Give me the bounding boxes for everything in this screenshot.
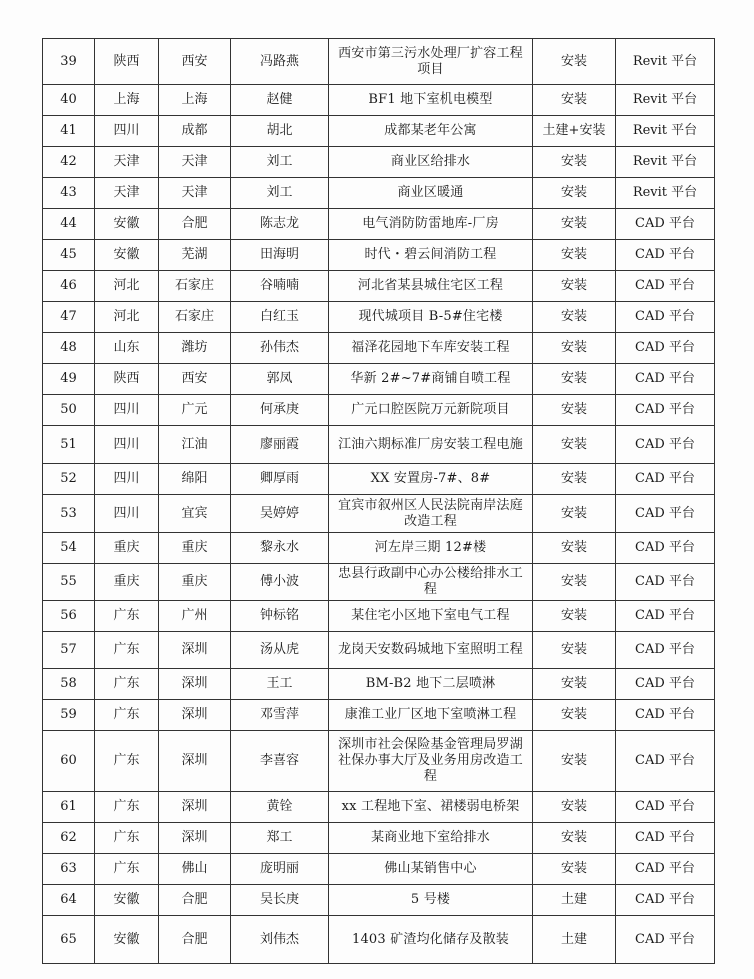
cell-city: 深圳	[159, 823, 231, 854]
cell-project: 康淮工业厂区地下室喷淋工程	[329, 700, 533, 731]
cell-no: 47	[43, 302, 95, 333]
cell-project: 电气消防防雷地库-厂房	[329, 209, 533, 240]
cell-type: 安装	[533, 731, 616, 792]
table-row	[43, 601, 715, 632]
cell-type: 土建	[533, 885, 616, 916]
table-row	[43, 533, 715, 564]
cell-name: 吴婷婷	[231, 495, 329, 533]
cell-type: 安装	[533, 395, 616, 426]
cell-no: 59	[43, 700, 95, 731]
cell-type: 安装	[533, 333, 616, 364]
cell-platform: CAD 平台	[616, 669, 715, 700]
cell-no: 42	[43, 147, 95, 178]
table-row	[43, 854, 715, 885]
cell-no: 44	[43, 209, 95, 240]
cell-platform: CAD 平台	[616, 426, 715, 464]
cell-type: 安装	[533, 147, 616, 178]
cell-name: 庞明丽	[231, 854, 329, 885]
cell-name: 田海明	[231, 240, 329, 271]
cell-province: 安徽	[95, 240, 159, 271]
cell-project: BM-B2 地下二层喷淋	[329, 669, 533, 700]
cell-no: 54	[43, 533, 95, 564]
table-row	[43, 178, 715, 209]
cell-province: 广东	[95, 823, 159, 854]
cell-project: 河北省某县城住宅区工程	[329, 271, 533, 302]
cell-city: 绵阳	[159, 464, 231, 495]
table-body	[43, 39, 715, 964]
cell-platform: Revit 平台	[616, 178, 715, 209]
cell-name: 黎永水	[231, 533, 329, 564]
cell-type: 安装	[533, 85, 616, 116]
table-row	[43, 395, 715, 426]
cell-name: 谷喃喃	[231, 271, 329, 302]
cell-city: 深圳	[159, 700, 231, 731]
cell-province: 四川	[95, 395, 159, 426]
cell-province: 四川	[95, 116, 159, 147]
cell-name: 王工	[231, 669, 329, 700]
cell-project: 江油六期标准厂房安装工程电施	[329, 426, 533, 464]
cell-type: 安装	[533, 601, 616, 632]
cell-province: 天津	[95, 178, 159, 209]
cell-city: 重庆	[159, 564, 231, 601]
cell-name: 刘工	[231, 178, 329, 209]
cell-city: 上海	[159, 85, 231, 116]
cell-name: 李喜容	[231, 731, 329, 792]
cell-city: 芜湖	[159, 240, 231, 271]
cell-city: 深圳	[159, 792, 231, 823]
cell-name: 卿厚雨	[231, 464, 329, 495]
cell-no: 43	[43, 178, 95, 209]
table-row	[43, 209, 715, 240]
cell-name: 汤从虎	[231, 632, 329, 669]
cell-platform: Revit 平台	[616, 39, 715, 85]
cell-city: 深圳	[159, 669, 231, 700]
cell-name: 胡北	[231, 116, 329, 147]
cell-project: 广元口腔医院万元新院项目	[329, 395, 533, 426]
cell-type: 安装	[533, 495, 616, 533]
cell-platform: CAD 平台	[616, 632, 715, 669]
table-row	[43, 632, 715, 669]
cell-project: 龙岗天安数码城地下室照明工程	[329, 632, 533, 669]
cell-city: 深圳	[159, 731, 231, 792]
cell-type: 安装	[533, 823, 616, 854]
cell-platform: CAD 平台	[616, 854, 715, 885]
cell-no: 41	[43, 116, 95, 147]
cell-name: 赵健	[231, 85, 329, 116]
cell-name: 何承庚	[231, 395, 329, 426]
cell-city: 石家庄	[159, 302, 231, 333]
cell-project: 深圳市社会保险基金管理局罗湖社保办事大厅及业务用房改造工程	[329, 731, 533, 792]
cell-province: 重庆	[95, 564, 159, 601]
cell-project: 福泽花园地下车库安装工程	[329, 333, 533, 364]
project-table	[42, 38, 715, 964]
cell-type: 安装	[533, 240, 616, 271]
cell-platform: CAD 平台	[616, 464, 715, 495]
cell-no: 65	[43, 916, 95, 964]
table-row	[43, 700, 715, 731]
table-row	[43, 885, 715, 916]
cell-platform: CAD 平台	[616, 564, 715, 601]
cell-project: xx 工程地下室、裙楼弱电桥架	[329, 792, 533, 823]
cell-city: 西安	[159, 364, 231, 395]
table-row	[43, 495, 715, 533]
cell-type: 安装	[533, 533, 616, 564]
cell-province: 河北	[95, 302, 159, 333]
cell-name: 傅小波	[231, 564, 329, 601]
cell-type: 安装	[533, 426, 616, 464]
table-row	[43, 39, 715, 85]
cell-name: 吴长庚	[231, 885, 329, 916]
table-row	[43, 333, 715, 364]
cell-province: 四川	[95, 464, 159, 495]
cell-city: 天津	[159, 178, 231, 209]
cell-city: 合肥	[159, 885, 231, 916]
cell-province: 广东	[95, 700, 159, 731]
cell-type: 安装	[533, 669, 616, 700]
cell-type: 安装	[533, 39, 616, 85]
cell-project: 5 号楼	[329, 885, 533, 916]
cell-platform: CAD 平台	[616, 533, 715, 564]
cell-platform: CAD 平台	[616, 302, 715, 333]
cell-type: 安装	[533, 632, 616, 669]
cell-province: 安徽	[95, 209, 159, 240]
cell-no: 62	[43, 823, 95, 854]
cell-no: 50	[43, 395, 95, 426]
cell-type: 安装	[533, 854, 616, 885]
cell-province: 山东	[95, 333, 159, 364]
table-row	[43, 669, 715, 700]
cell-project: 西安市第三污水处理厂扩容工程项目	[329, 39, 533, 85]
cell-platform: CAD 平台	[616, 395, 715, 426]
cell-name: 刘工	[231, 147, 329, 178]
cell-platform: CAD 平台	[616, 364, 715, 395]
cell-province: 上海	[95, 85, 159, 116]
table-row	[43, 823, 715, 854]
cell-no: 40	[43, 85, 95, 116]
cell-province: 安徽	[95, 916, 159, 964]
cell-project: BF1 地下室机电模型	[329, 85, 533, 116]
cell-no: 63	[43, 854, 95, 885]
cell-type: 土建	[533, 916, 616, 964]
cell-no: 57	[43, 632, 95, 669]
cell-project: 某商业地下室给排水	[329, 823, 533, 854]
cell-platform: CAD 平台	[616, 209, 715, 240]
cell-city: 石家庄	[159, 271, 231, 302]
cell-no: 60	[43, 731, 95, 792]
cell-no: 51	[43, 426, 95, 464]
cell-type: 安装	[533, 209, 616, 240]
cell-platform: CAD 平台	[616, 271, 715, 302]
cell-type: 安装	[533, 700, 616, 731]
table-row	[43, 116, 715, 147]
cell-city: 广州	[159, 601, 231, 632]
cell-city: 合肥	[159, 209, 231, 240]
cell-platform: CAD 平台	[616, 885, 715, 916]
cell-no: 53	[43, 495, 95, 533]
cell-city: 合肥	[159, 916, 231, 964]
cell-city: 天津	[159, 147, 231, 178]
table-row	[43, 731, 715, 792]
table-row	[43, 364, 715, 395]
cell-name: 冯路燕	[231, 39, 329, 85]
cell-project: 商业区给排水	[329, 147, 533, 178]
cell-name: 郑工	[231, 823, 329, 854]
cell-platform: CAD 平台	[616, 700, 715, 731]
cell-city: 成都	[159, 116, 231, 147]
cell-province: 广东	[95, 601, 159, 632]
cell-province: 安徽	[95, 885, 159, 916]
cell-name: 邓雪萍	[231, 700, 329, 731]
cell-project: 宜宾市叙州区人民法院南岸法庭改造工程	[329, 495, 533, 533]
cell-type: 安装	[533, 564, 616, 601]
cell-project: XX 安置房-7#、8#	[329, 464, 533, 495]
table-row	[43, 792, 715, 823]
cell-province: 陕西	[95, 39, 159, 85]
cell-city: 江油	[159, 426, 231, 464]
cell-platform: Revit 平台	[616, 85, 715, 116]
cell-platform: CAD 平台	[616, 333, 715, 364]
cell-type: 安装	[533, 364, 616, 395]
cell-platform: Revit 平台	[616, 147, 715, 178]
cell-no: 49	[43, 364, 95, 395]
table-row	[43, 426, 715, 464]
cell-name: 白红玉	[231, 302, 329, 333]
cell-province: 四川	[95, 426, 159, 464]
cell-city: 佛山	[159, 854, 231, 885]
cell-no: 39	[43, 39, 95, 85]
cell-province: 河北	[95, 271, 159, 302]
cell-name: 刘伟杰	[231, 916, 329, 964]
cell-platform: Revit 平台	[616, 116, 715, 147]
cell-project: 某住宅小区地下室电气工程	[329, 601, 533, 632]
cell-name: 郭凤	[231, 364, 329, 395]
cell-project: 成都某老年公寓	[329, 116, 533, 147]
table-row	[43, 464, 715, 495]
cell-province: 天津	[95, 147, 159, 178]
cell-city: 重庆	[159, 533, 231, 564]
cell-no: 61	[43, 792, 95, 823]
cell-project: 现代城项目 B-5#住宅楼	[329, 302, 533, 333]
cell-type: 安装	[533, 271, 616, 302]
cell-project: 华新 2#~7#商铺自喷工程	[329, 364, 533, 395]
cell-no: 58	[43, 669, 95, 700]
cell-no: 52	[43, 464, 95, 495]
cell-city: 西安	[159, 39, 231, 85]
cell-platform: CAD 平台	[616, 731, 715, 792]
cell-project: 时代・碧云间消防工程	[329, 240, 533, 271]
table-row	[43, 147, 715, 178]
cell-no: 56	[43, 601, 95, 632]
cell-city: 深圳	[159, 632, 231, 669]
cell-name: 黄铨	[231, 792, 329, 823]
table-row	[43, 564, 715, 601]
table-row	[43, 916, 715, 964]
cell-province: 广东	[95, 669, 159, 700]
cell-type: 安装	[533, 178, 616, 209]
cell-platform: CAD 平台	[616, 916, 715, 964]
cell-province: 陕西	[95, 364, 159, 395]
cell-city: 宜宾	[159, 495, 231, 533]
cell-province: 广东	[95, 731, 159, 792]
cell-type: 安装	[533, 302, 616, 333]
cell-name: 廖丽霞	[231, 426, 329, 464]
cell-province: 重庆	[95, 533, 159, 564]
table-row	[43, 271, 715, 302]
cell-city: 广元	[159, 395, 231, 426]
cell-name: 钟标铭	[231, 601, 329, 632]
cell-platform: CAD 平台	[616, 601, 715, 632]
cell-province: 广东	[95, 792, 159, 823]
table-row	[43, 85, 715, 116]
cell-project: 忠县行政副中心办公楼给排水工程	[329, 564, 533, 601]
cell-project: 商业区暖通	[329, 178, 533, 209]
cell-city: 潍坊	[159, 333, 231, 364]
cell-province: 四川	[95, 495, 159, 533]
cell-platform: CAD 平台	[616, 495, 715, 533]
cell-name: 陈志龙	[231, 209, 329, 240]
cell-no: 64	[43, 885, 95, 916]
cell-no: 45	[43, 240, 95, 271]
cell-platform: CAD 平台	[616, 823, 715, 854]
cell-type: 土建+安装	[533, 116, 616, 147]
cell-name: 孙伟杰	[231, 333, 329, 364]
cell-platform: CAD 平台	[616, 240, 715, 271]
table-row	[43, 240, 715, 271]
cell-no: 55	[43, 564, 95, 601]
cell-project: 1403 矿渣均化储存及散装	[329, 916, 533, 964]
cell-province: 广东	[95, 854, 159, 885]
cell-platform: CAD 平台	[616, 792, 715, 823]
table-row	[43, 302, 715, 333]
cell-type: 安装	[533, 464, 616, 495]
cell-no: 46	[43, 271, 95, 302]
cell-project: 河左岸三期 12#楼	[329, 533, 533, 564]
cell-project: 佛山某销售中心	[329, 854, 533, 885]
cell-no: 48	[43, 333, 95, 364]
cell-province: 广东	[95, 632, 159, 669]
cell-type: 安装	[533, 792, 616, 823]
